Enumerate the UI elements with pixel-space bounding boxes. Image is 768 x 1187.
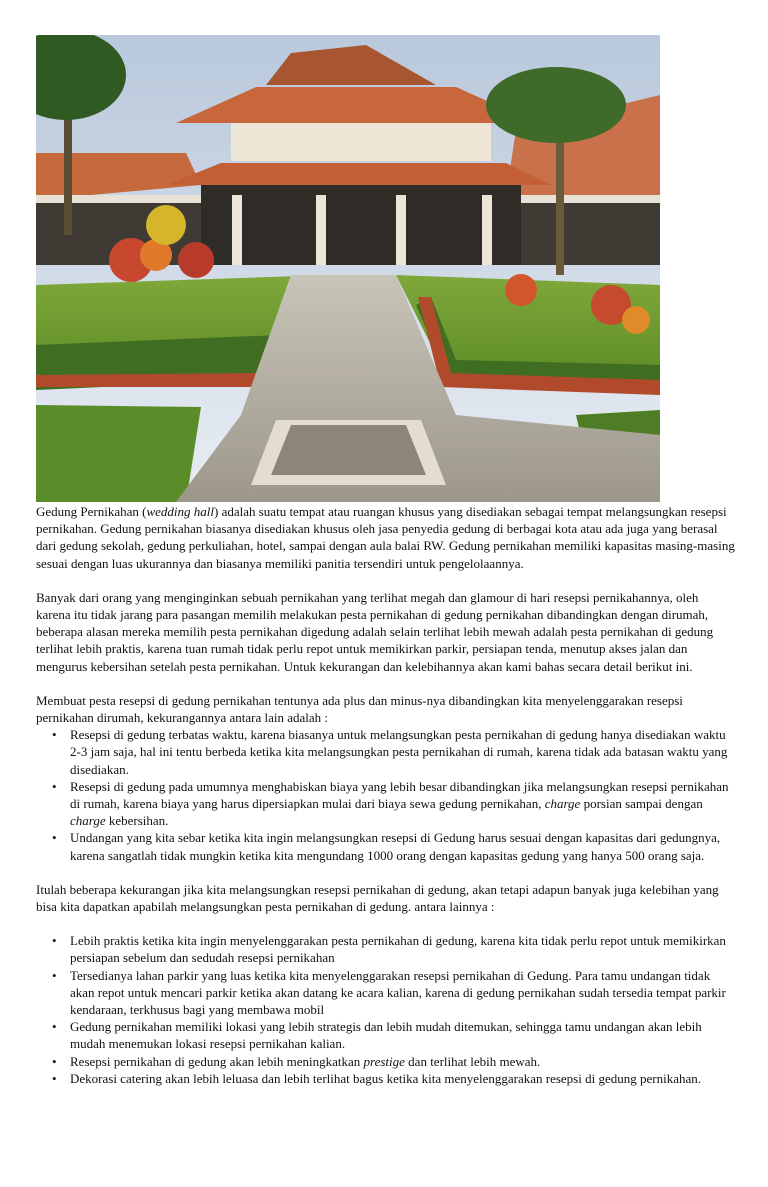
list-item: • Dekorasi catering akan lebih leluasa dan lebih terlihat bagus ketika kita menyelenggarakan resepsi di gedung pernikahan. bbox=[70, 1070, 736, 1087]
advantages-list bbox=[36, 932, 736, 1087]
list-item: • Resepsi di gedung terbatas waktu, karena biasanya untuk melangsungkan pesta pernikahan di gedung hanya disediakan waktu 2-3 jam saja, hal ini tentu berbeda ketika kita melangsungkan pesta pernikahan di rumah, karena tidak ada batasan waktu yang disediakan. bbox=[70, 726, 736, 778]
list-item: • Tersedianya lahan parkir yang luas ketika kita menyelenggarakan resepsi pernikahan di Gedung. Para tamu undangan tidak akan repot untuk mencari parkir ketika akan datang ke acara kalian, karena di gedung pernikahan sudah tersedia tempat parkir kendaraan, terkhusus bagi yang membawa mobil bbox=[70, 967, 736, 1019]
list-item: • Gedung pernikahan memiliki lokasi yang lebih strategis dan lebih mudah ditemukan, sehingga tamu undangan akan lebih mudah menemukan lokasi resepsi pernikahan kalian. bbox=[70, 1018, 736, 1052]
list-item: • Lebih praktis ketika kita ingin menyelenggarakan pesta pernikahan di gedung, karena kita tidak perlu repot untuk memikirkan persiapan sebelum dan sedudah resepsi pernikahan bbox=[70, 932, 736, 966]
list-item: • Resepsi di gedung pada umumnya menghabiskan biaya yang lebih besar dibandingkan jika melangsungkan resepsi pernikahan di rumah, karena biaya yang harus dipersiapkan mulai dari biaya sewa gedung pernikahan, charge porsian sampai dengan charge kebersihan. bbox=[70, 778, 736, 830]
list-item: • Undangan yang kita sebar ketika kita ingin melangsungkan resepsi di Gedung harus sesuai dengan kapasitas dari gedungnya, karena sangatlah tidak mungkin ketika kita mengundang 1000 orang dengan kapasitas gedung yang hanya 500 orang saja. bbox=[70, 829, 736, 863]
wedding-hall-photo bbox=[36, 35, 660, 502]
minus-intro-paragraph: Membuat pesta resepsi di gedung pernikahan tentunya ada plus dan minus-nya dibandingkan kita menyelenggarakan resepsi pernikahan dirumah, kekurangannya antara lain adalah : bbox=[36, 692, 683, 726]
intro-paragraph: Gedung Pernikahan (wedding hall) adalah suatu tempat atau ruangan khusus yang disediakan sebagai tempat melangsungkan resepsi pernikahan. Gedung pernikahan biasanya disediakan khusus oleh jasa penyedia gedung di berbagai kota atau ada juga yang berasal dari gedung sekolah, gedung perkuliahan, hotel, sampai dengan aula balai RW. Gedung pernikahan memiliki kapasitas masing-masing sesuai dengan luas ukurannya dan biasanya memiliki panitia tersendiri untuk pengelolaannya. bbox=[36, 504, 735, 571]
list-item: • Resepsi pernikahan di gedung akan lebih meningkatkan prestige dan terlihat lebih mewah. bbox=[70, 1053, 736, 1070]
article-body bbox=[36, 503, 736, 1087]
plus-intro-paragraph: Itulah beberapa kekurangan jika kita melangsungkan resepsi pernikahan di gedung, akan tetapi adapun banyak juga kelebihan yang bisa kita dapatkan apabilah melangsungkan pesta pernikahan di gedung. antara lainnya : bbox=[36, 881, 719, 915]
disadvantages-list bbox=[36, 726, 736, 864]
glamour-paragraph: Banyak dari orang yang menginginkan sebuah pernikahan yang terlihat megah dan glamour di hari resepsi pernikahannya, oleh karena itu tidak jarang para pasangan memilih melakukan pesta pernikahan di gedung pernikahan dibandingkan dengan dirumah, beberapa alasan mereka memilih pesta pernikahan digedung adalah selain terlihat lebih mewah adalah pesta pernikahan di gedung terlihat lebih praktis, karena tuan rumah tidak perlu repot untuk memikirkan parkir, persiapan tenda, menutup akses jalan dan mengurus kebersihan setelah pesta pernikahan. Untuk kekurangan dan kelebihannya akan kami bahas secara detail berikut ini. bbox=[36, 589, 714, 674]
